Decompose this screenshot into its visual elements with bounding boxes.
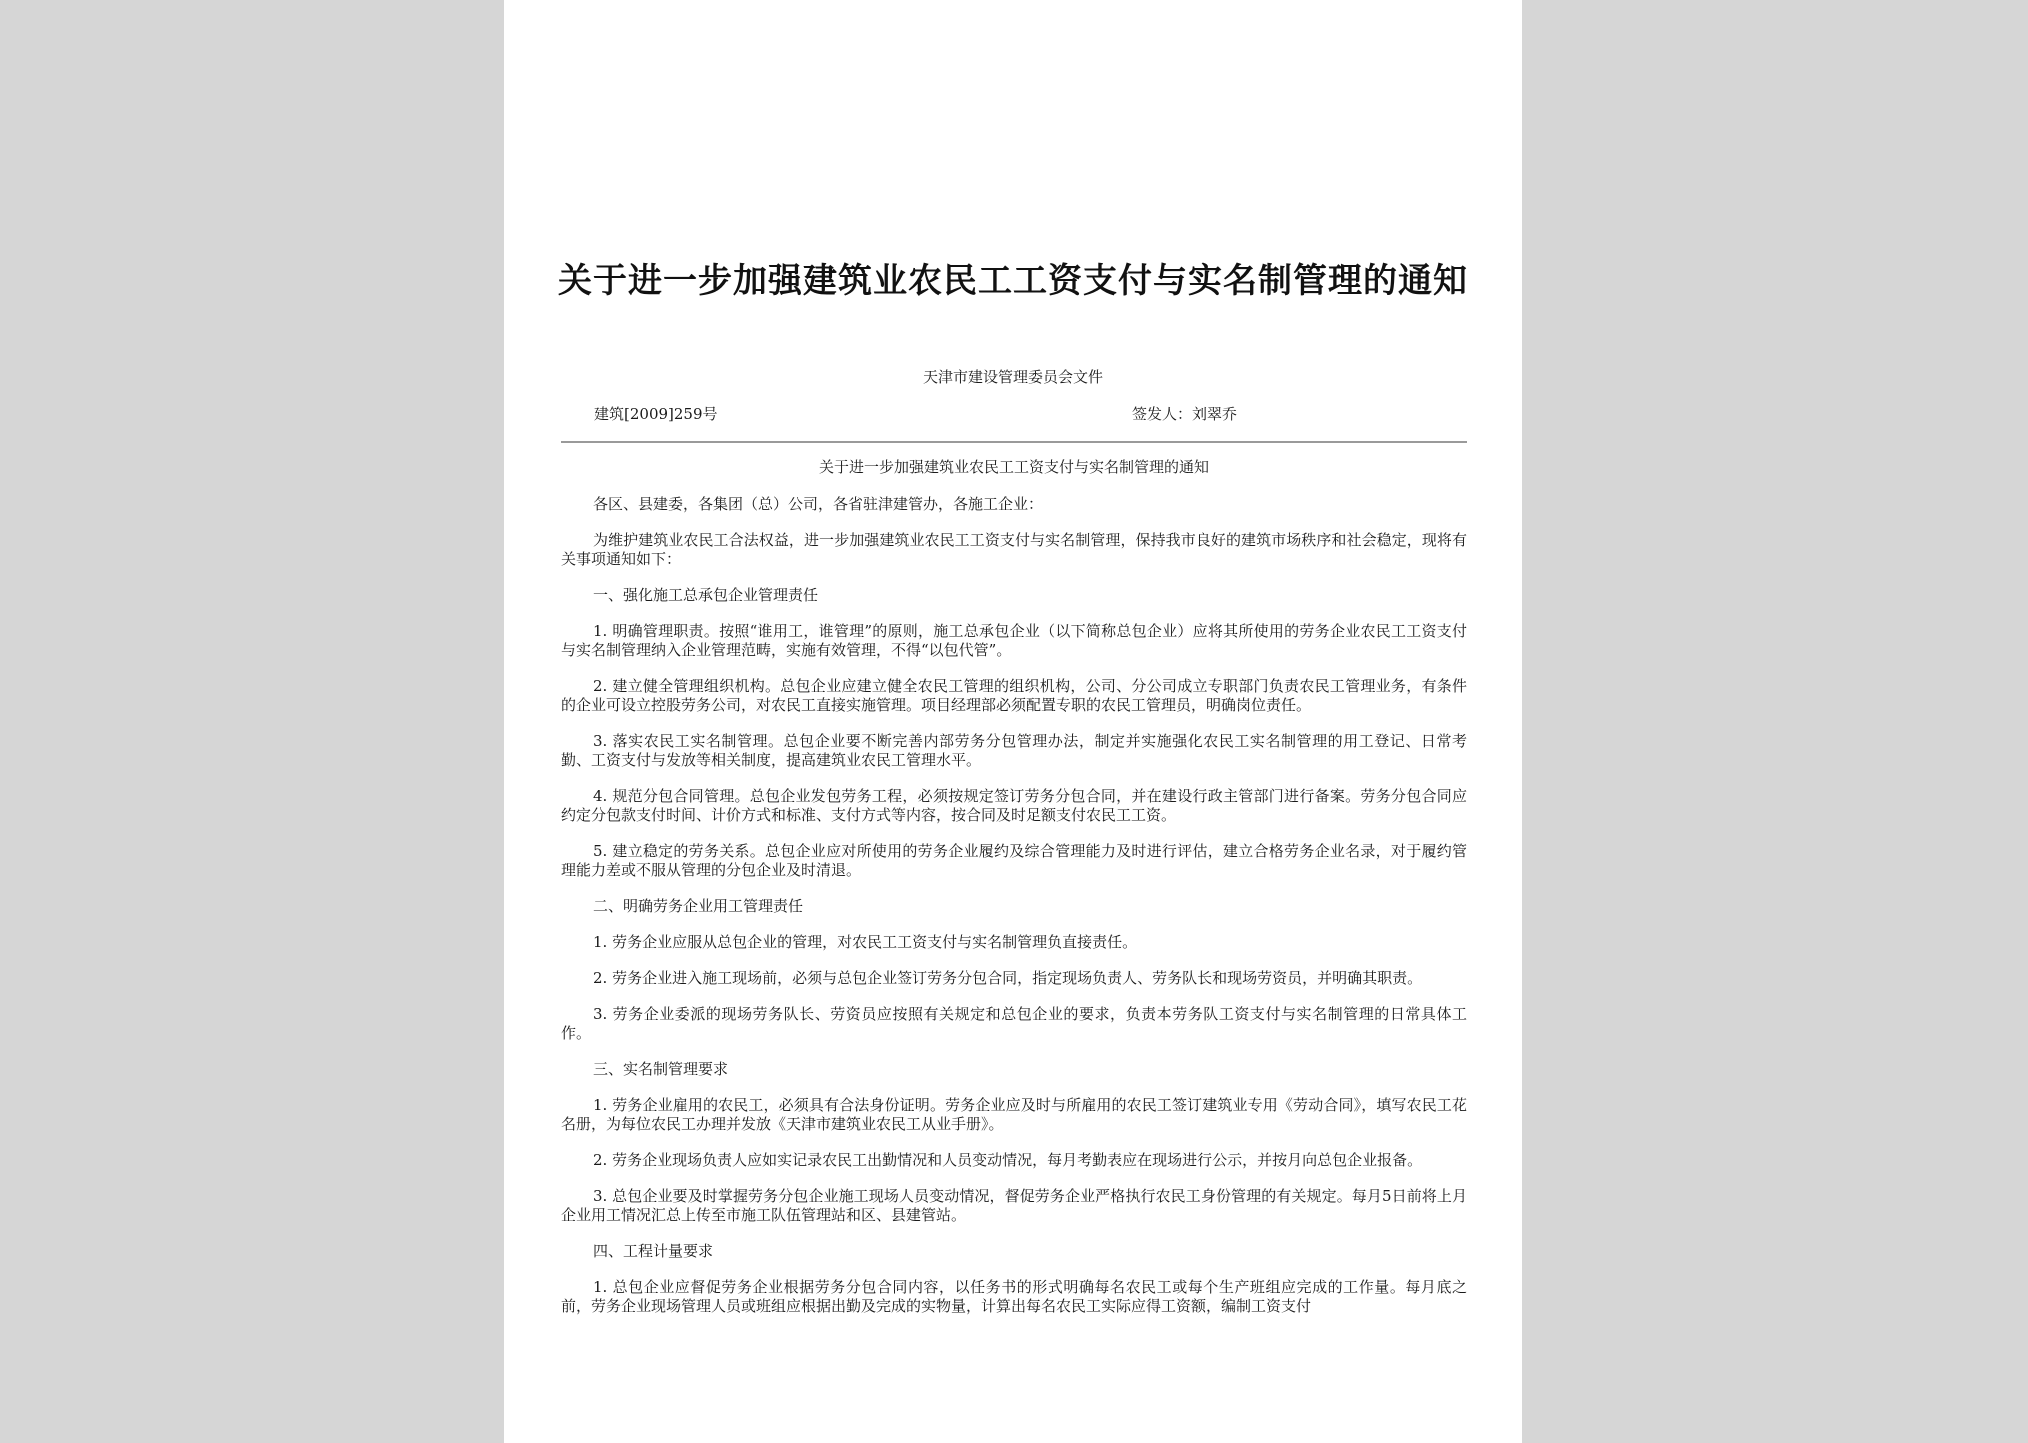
section-heading-2: 二、明确劳务企业用工管理责任: [593, 897, 804, 915]
section1-item: 2. 建立健全管理组织机构。总包企业应建立健全农民工管理的组织机构，公司、分公司成立专职部门负责农民工管理业务，有条件的企业可设立控股劳务公司，对农民工直接实施管理。项目经理部必须配置专职的农民工管理员，明确岗位责任。: [561, 677, 1467, 714]
section1-item: 1. 明确管理职责。按照“谁用工，谁管理”的原则，施工总承包企业（以下简称总包企业）应将其所使用的劳务企业农民工工资支付与实名制管理纳入企业管理范畴，实施有效管理，不得“以包代管”。: [561, 622, 1467, 659]
signer-line: 签发人：刘翠乔: [1132, 405, 1238, 423]
section1-item: 3. 落实农民工实名制管理。总包企业要不断完善内部劳务分包管理办法，制定并实施强化农民工实名制管理的用工登记、日常考勤、工资支付与发放等相关制度，提高建筑业农民工管理水平。: [561, 732, 1467, 769]
document-body: [561, 458, 1467, 1333]
document-title: 关于进一步加强建筑业农民工工资支付与实名制管理的通知: [558, 261, 1468, 301]
section2-item: 2. 劳务企业进入施工现场前，必须与总包企业签订劳务分包合同，指定现场负责人、劳务队长和现场劳资员，并明确其职责。: [593, 969, 1423, 987]
issuer-line: 天津市建设管理委员会文件: [922, 368, 1103, 386]
section-heading-4: 四、工程计量要求: [593, 1242, 714, 1260]
section1-item: 4. 规范分包合同管理。总包企业发包劳务工程，必须按规定签订劳务分包合同，并在建设行政主管部门进行备案。劳务分包合同应约定分包款支付时间、计价方式和标准、支付方式等内容，按合同及时足额支付农民工工资。: [561, 787, 1467, 824]
section2-item: 3. 劳务企业委派的现场劳务队长、劳资员应按照有关规定和总包企业的要求，负责本劳务队工资支付与实名制管理的日常具体工作。: [561, 1005, 1467, 1042]
section1-item: 5. 建立稳定的劳务关系。总包企业应对所使用的劳务企业履约及综合管理能力及时进行评估，建立合格劳务企业名录，对于履约管理能力差或不服从管理的分包企业及时清退。: [561, 842, 1467, 879]
section3-item: 3. 总包企业要及时掌握劳务分包企业施工现场人员变动情况，督促劳务企业严格执行农民工身份管理的有关规定。每月5日前将上月企业用工情况汇总上传至市施工队伍管理站和区、县建管站。: [561, 1187, 1467, 1224]
salutation: 各区、县建委，各集团（总）公司，各省驻津建管办，各施工企业：: [593, 495, 1044, 513]
header-divider: [561, 441, 1467, 443]
document-page: [504, 0, 1522, 1443]
body-subtitle: 关于进一步加强建筑业农民工工资支付与实名制管理的通知: [818, 458, 1209, 476]
document-number: 建筑[2009]259号: [594, 405, 718, 423]
section3-item: 2. 劳务企业现场负责人应如实记录农民工出勤情况和人员变动情况，每月考勤表应在现场进行公示，并按月向总包企业报备。: [593, 1151, 1423, 1169]
section3-item: 1. 劳务企业雇用的农民工，必须具有合法身份证明。劳务企业应及时与所雇用的农民工签订建筑业专用《劳动合同》，填写农民工花名册，为每位农民工办理并发放《天津市建筑业农民工从业手册》。: [561, 1096, 1467, 1133]
section-heading-1: 一、强化施工总承包企业管理责任: [593, 586, 819, 604]
section-heading-3: 三、实名制管理要求: [593, 1060, 729, 1078]
section4-item: 1. 总包企业应督促劳务企业根据劳务分包合同内容，以任务书的形式明确每名农民工或每个生产班组应完成的工作量。每月底之前，劳务企业现场管理人员或班组应根据出勤及完成的实物量，计算出每名农民工实际应得工资额，编制工资支付: [561, 1278, 1467, 1315]
section2-item: 1. 劳务企业应服从总包企业的管理，对农民工工资支付与实名制管理负直接责任。: [593, 933, 1138, 951]
intro-paragraph: 为维护建筑业农民工合法权益，进一步加强建筑业农民工工资支付与实名制管理，保持我市良好的建筑市场秩序和社会稳定，现将有关事项通知如下：: [561, 531, 1467, 568]
